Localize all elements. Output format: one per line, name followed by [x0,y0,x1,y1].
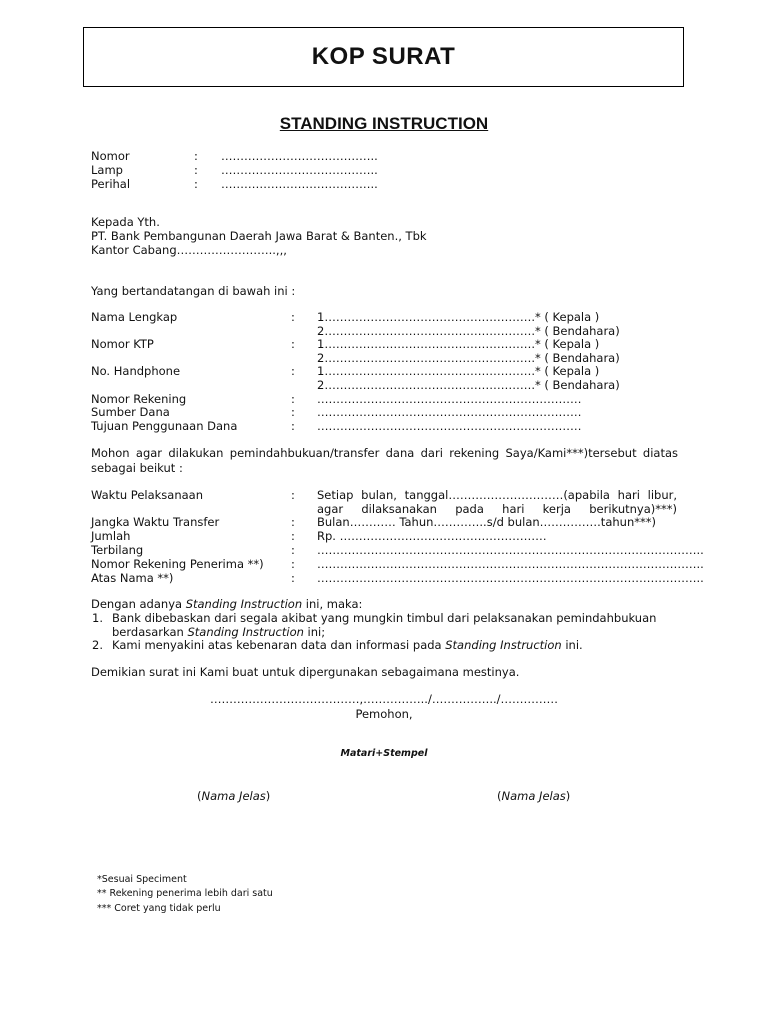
si-point-2 [92,638,672,652]
field-label: Perihal [91,177,131,191]
field-value: Bulan………… Tahun…………..s/d bulan…………….tahun***) [317,515,656,529]
field-label: Nomor Rekening [91,392,187,406]
field-colon: : [194,163,198,177]
si-intro [91,597,362,611]
field-label: Nomor KTP [91,337,154,351]
signature-name-placeholder: Nama Jelas [501,789,566,803]
letterhead-box: KOP SURAT [83,27,684,87]
si-point-text: Kami menyakini atas kebenaran data dan informasi pada [112,638,446,652]
field-colon: : [291,571,295,585]
field-value-kepala: 1……………………………………………….* ( Kepala ) [317,310,600,324]
si-point-em: Standing Instruction [187,625,304,639]
field-colon: : [291,529,295,543]
pemohon-label: Pemohon, [355,707,413,721]
signature-right [497,789,570,803]
field-colon: : [291,543,295,557]
field-label: Lamp [91,163,123,177]
field-value: ………………………………….. [221,177,378,191]
list-number: 2. [92,638,103,652]
paren-open: ( [497,789,502,803]
field-value: ……………………………………………………………………………………….. [317,543,704,557]
field-value: ………………………………….. [221,149,378,163]
field-label: Nama Lengkap [91,310,178,324]
signature-left [197,789,270,803]
si-point-1 [92,611,672,639]
field-value: Setiap bulan, tanggal…………………………(apabila hari libur, agar dilaksanakan pada hari kerja berikutnya)***) [317,488,677,516]
field-value-bendahara: 2……………………………………………….* ( Bendahara) [317,324,620,338]
list-number: 1. [92,611,103,625]
field-colon: : [291,310,295,324]
field-label: Atas Nama **) [91,571,174,585]
field-value: ………………………………….. [221,163,378,177]
field-value: Rp. ……………………………………………… [317,529,547,543]
si-point-post: ini. [561,638,583,652]
field-label: Nomor [91,149,130,163]
field-label: Waktu Pelaksanaan [91,488,204,502]
footnote-2: ** Rekening penerima lebih dari satu [97,888,273,899]
field-value-bendahara: 2……………………………………………….* ( Bendahara) [317,351,620,365]
field-value: …………………………………………………………… [317,419,582,433]
field-colon: : [291,488,295,502]
field-label: No. Handphone [91,364,181,378]
field-label: Jumlah [91,529,131,543]
footnote-3: *** Coret yang tidak perlu [97,903,221,914]
si-intro-post: ini, maka: [302,597,363,611]
intro-text: Yang bertandatangan di bawah ini : [91,284,296,298]
request-paragraph: Mohon agar dilakukan pemindahbukuan/transfer dana dari rekening Saya/Kami***)tersebut diatas sebagai beikut : [91,446,678,475]
field-value: …………………………………………………………… [317,392,582,406]
field-colon: : [194,149,198,163]
field-colon: : [291,337,295,351]
paren-open: ( [197,789,202,803]
field-label: Terbilang [91,543,144,557]
field-value-kepala: 1……………………………………………….* ( Kepala ) [317,337,600,351]
si-point-post: ini; [303,625,326,639]
si-point-em: Standing Instruction [445,638,562,652]
field-colon: : [194,177,198,191]
si-point-text: Bank dibebaskan dari segala akibat yang mungkin timbul dari pelaksanakan pemindahbukuan berdasarkan [112,611,657,639]
signature-name-placeholder: Nama Jelas [201,789,266,803]
document-title: STANDING INSTRUCTION [279,114,489,133]
field-colon: : [291,557,295,571]
recipient-bank: PT. Bank Pembangunan Daerah Jawa Barat & Banten., Tbk [91,229,427,243]
paren-close: ) [565,789,571,803]
place-date: …………………………………,……………../……………../…………… [209,692,559,706]
field-label: Nomor Rekening Penerima **) [91,557,264,571]
field-value-bendahara: 2……………………………………………….* ( Bendahara) [317,378,620,392]
stamp-label: Matari+Stempel [340,748,428,759]
paren-close: ) [265,789,271,803]
closing-text: Demikian surat ini Kami buat untuk dipergunakan sebagaimana mestinya. [91,665,520,679]
field-colon: : [291,515,295,529]
field-label: Jangka Waktu Transfer [91,515,220,529]
si-intro-pre: Dengan adanya [91,597,186,611]
field-value-kepala: 1……………………………………………….* ( Kepala ) [317,364,600,378]
field-label: Sumber Dana [91,405,170,419]
field-colon: : [291,392,295,406]
field-colon: : [291,405,295,419]
field-label: Tujuan Penggunaan Dana [91,419,238,433]
field-value: ……………………………………………………………………………………….. [317,571,704,585]
field-colon: : [291,419,295,433]
field-value: …………………………………………………………… [317,405,582,419]
recipient-salutation: Kepada Yth. [91,215,160,229]
field-value: ……………………………………………………………………………………….. [317,557,704,571]
footnote-1: *Sesuai Speciment [97,874,187,885]
recipient-branch: Kantor Cabang……………………..,,, [91,243,287,257]
si-intro-em: Standing Instruction [185,597,303,611]
field-colon: : [291,364,295,378]
